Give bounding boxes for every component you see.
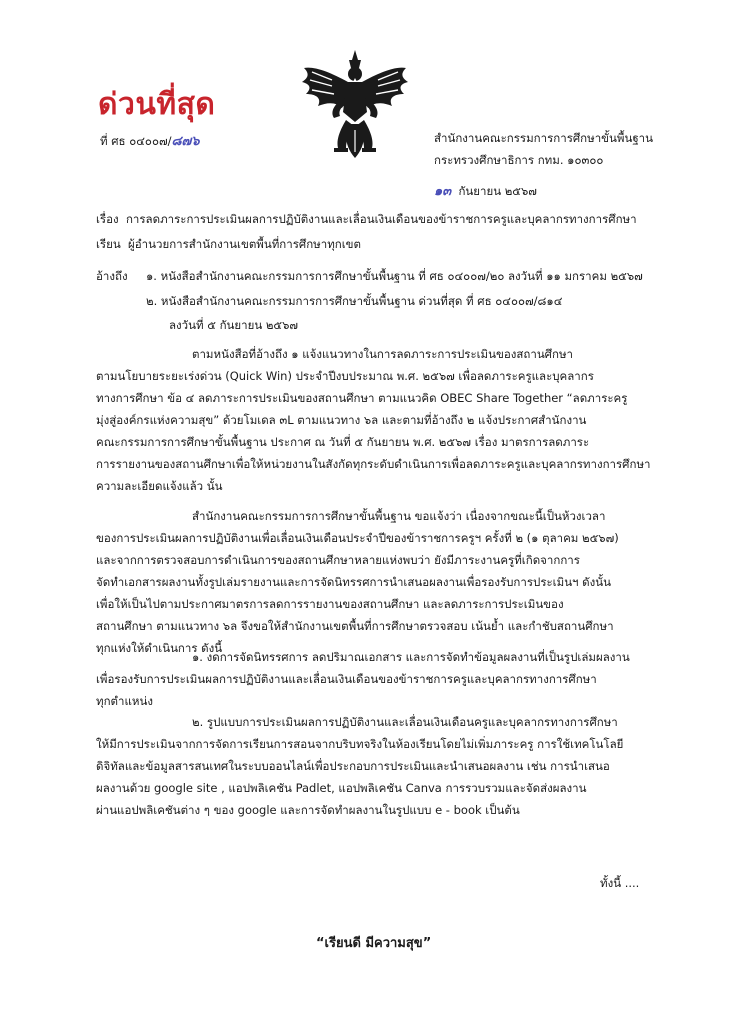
date-day-handwritten: ๑๓	[434, 184, 452, 199]
reference-item: ๑. หนังสือสำนักงานคณะกรรมการการศึกษาขั้นพื้นฐาน ที่ ศธ ๐๔๐๐๗/๒๐ ลงวันที่ ๑๑ มกราคม ๒๕๖๗	[146, 269, 643, 283]
body-item-1	[96, 646, 696, 712]
paragraph-line: ของการประเมินผลการปฏิบัติงานเพื่อเลื่อนเงินเดือนประจำปีของข้าราชการครูฯ ครั้งที่ ๒ (๑ ตุลาคม ๒๕๖๗)	[96, 531, 619, 545]
paragraph-line: สถานศึกษา ตามแนวทาง ๖ล จึงขอให้สำนักงานเขตพื้นที่การศึกษาตรวจสอบ เน้นย้ำ และกำชับสถานศึกษา	[96, 619, 614, 633]
garuda-emblem	[300, 48, 410, 160]
subject-line	[96, 211, 637, 227]
paragraph-line: จัดทำเอกสารผลงานทั้งรูปเล่มรายงานและการจัดนิทรรศการนำเสนอผลงานเพื่อรองรับการประเมินฯ ดังนั้น	[96, 575, 611, 589]
paragraph-line: มุ่งสู่องค์กรแห่งความสุข” ด้วยโมเดล ๓L ตามแนวทาง ๖ล และตามที่อ้างถึง ๒ แจ้งประกาศสำนักงาน	[96, 413, 587, 427]
references-label: อ้างถึง	[96, 269, 128, 283]
paragraph-line: ตามหนังสือที่อ้างถึง ๑ แจ้งแนวทางในการลดภาระการประเมินของสถานศึกษา	[192, 347, 573, 361]
paragraph-line: สำนักงานคณะกรรมการการศึกษาขั้นพื้นฐาน ขอแจ้งว่า เนื่องจากขณะนี้เป็นห้วงเวลา	[192, 509, 606, 523]
document-number	[100, 133, 200, 150]
garuda-emblem-icon	[300, 48, 410, 160]
body-paragraph-2	[96, 505, 696, 659]
body-paragraph-1	[96, 343, 696, 497]
urgency-stamp: ด่วนที่สุด	[98, 87, 216, 122]
document-date	[434, 183, 537, 200]
continued-marker: ทั้งนี้ ....	[600, 876, 640, 890]
paragraph-line: ทุกตำแหน่ง	[96, 694, 153, 708]
paragraph-line: ๒. รูปแบบการประเมินผลการปฏิบัติงานและเลื่อนเงินเดือนครูและบุคลากรทางการศึกษา	[192, 715, 618, 729]
paragraph-line: เพื่อรองรับการประเมินผลการปฏิบัติงานและเลื่อนเงินเดือนของข้าราชการครูและบุคลากรทางการศึกษา	[96, 672, 597, 686]
paragraph-line: ทุกแห่งให้ดำเนินการ ดังนี้	[96, 641, 223, 655]
paragraph-line: ให้มีการประเมินจากการจัดการเรียนการสอนจากบริบทจริงในห้องเรียนโดยไม่เพิ่มภาระครู การใช้เทคโนโลยี	[96, 737, 624, 751]
motto: “เรียนดี มีความสุข”	[316, 936, 432, 951]
reference-item-continued: ลงวันที่ ๕ กันยายน ๒๕๖๗	[169, 318, 299, 332]
agency-name: สำนักงานคณะกรรมการการศึกษาขั้นพื้นฐาน	[434, 131, 653, 145]
subject-text: การลดภาระการประเมินผลการปฏิบัติงานและเลื่อนเงินเดือนของข้าราชการครูและบุคลากรทางการศึกษา	[125, 212, 637, 226]
paragraph-line: ทางการศึกษา ข้อ ๔ ลดภาระการประเมินของสถานศึกษา ตามแนวคิด OBEC Share Together “ลดภาระครู	[96, 391, 628, 405]
date-month-year: กันยายน ๒๕๖๗	[458, 184, 537, 198]
recipient-label: เรียน	[96, 237, 121, 251]
paragraph-line: เพื่อให้เป็นไปตามประกาศมาตรการลดการรายงานของสถานศึกษา และลดภาระการประเมินของ	[96, 597, 564, 611]
document-number-prefix: ที่ ศธ ๐๔๐๐๗/	[100, 134, 172, 148]
reference-item: ๒. หนังสือสำนักงานคณะกรรมการการศึกษาขั้นพื้นฐาน ด่วนที่สุด ที่ ศธ ๐๔๐๐๗/๘๑๔	[146, 294, 563, 308]
paragraph-line: ผลงานด้วย google site , แอปพลิเคชัน Padlet, แอปพลิเคชัน Canva การรวบรวมและจัดส่งผลงาน	[96, 781, 587, 795]
recipient-text: ผู้อำนวยการสำนักงานเขตพื้นที่การศึกษาทุกเขต	[128, 237, 362, 251]
paragraph-line: ดิจิทัลและข้อมูลสารสนเทศในระบบออนไลน์เพื่อประกอบการประเมินและนำเสนอผลงาน เช่น การนำเสนอ	[96, 759, 610, 773]
paragraph-line: ตามนโยบายระยะเร่งด่วน (Quick Win) ประจำปีงบประมาณ พ.ศ. ๒๕๖๗ เพื่อลดภาระครูและบุคลากร	[96, 369, 594, 383]
paragraph-line: ๑. งดการจัดนิทรรศการ ลดปริมาณเอกสาร และการจัดทำข้อมูลผลงานที่เป็นรูปเล่มผลงาน	[192, 650, 630, 664]
paragraph-line: การรายงานของสถานศึกษาเพื่อให้หน่วยงานในสังกัดทุกระดับดำเนินการเพื่อลดภาระครูและบุคลากรทางการศึกษา	[96, 457, 651, 471]
paragraph-line: ความละเอียดแจ้งแล้ว นั้น	[96, 479, 223, 493]
subject-label: เรื่อง	[96, 212, 119, 226]
agency-address: กระทรวงศึกษาธิการ กทม. ๑๐๓๐๐	[434, 153, 604, 167]
document-number-handwritten: ๘๗๖	[171, 134, 200, 149]
body-item-2	[96, 711, 696, 821]
recipient-line	[96, 236, 361, 252]
paragraph-line: ผ่านแอปพลิเคชันต่าง ๆ ของ google และการจัดทำผลงานในรูปแบบ e - book เป็นต้น	[96, 803, 520, 817]
paragraph-line: คณะกรรมการการศึกษาขั้นพื้นฐาน ประกาศ ณ วันที่ ๕ กันยายน พ.ศ. ๒๕๖๗ เรื่อง มาตรการลดภาระ	[96, 435, 590, 449]
paragraph-line: และจากการตรวจสอบการดำเนินการของสถานศึกษาหลายแห่งพบว่า ยังมีภาระงานครูที่เกิดจากการ	[96, 553, 580, 567]
